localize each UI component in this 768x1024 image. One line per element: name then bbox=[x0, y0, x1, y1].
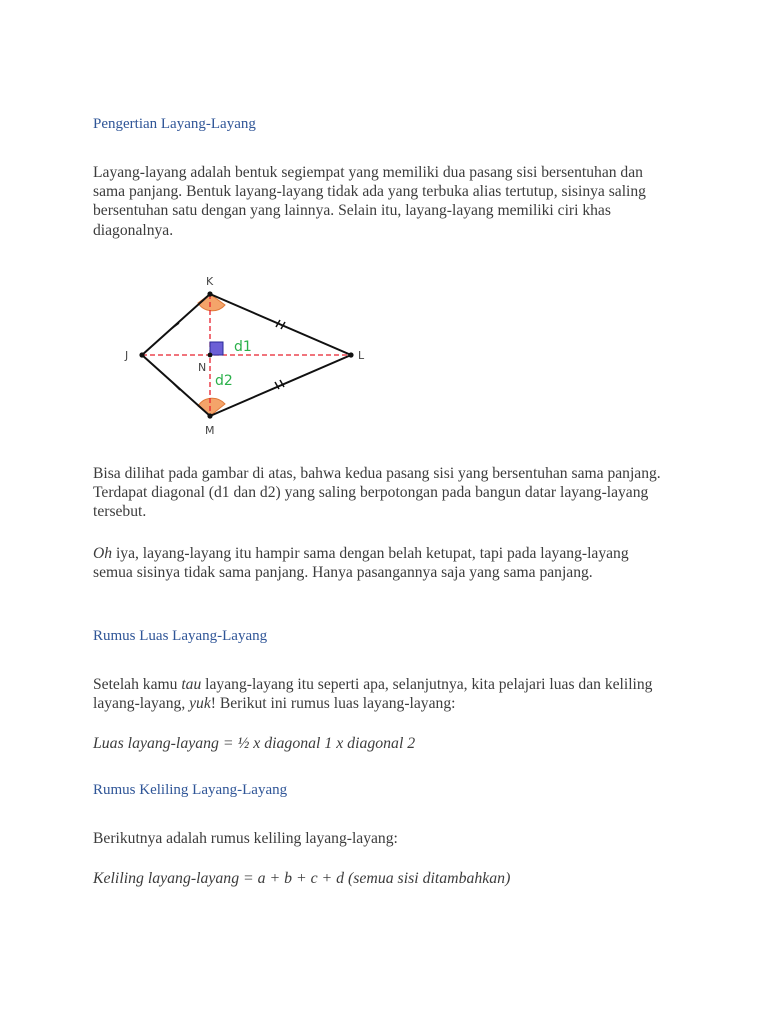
label-k: K bbox=[206, 275, 214, 288]
heading-rumus-luas: Rumus Luas Layang-Layang bbox=[93, 628, 268, 644]
text-segment: Setelah kamu bbox=[93, 676, 182, 693]
italic-yuk: yuk bbox=[189, 695, 211, 713]
italic-oh: Oh bbox=[93, 545, 113, 562]
label-m: M bbox=[205, 424, 215, 437]
paragraph-comparison bbox=[93, 544, 668, 582]
label-d2: d2 bbox=[215, 373, 233, 389]
paragraph-keliling-intro: Berikutnya adalah rumus keliling layang-layang: bbox=[93, 830, 398, 847]
angle-m-arc bbox=[198, 398, 225, 416]
vertex-n bbox=[208, 353, 213, 358]
kite-svg bbox=[121, 268, 381, 443]
heading-rumus-keliling: Rumus Keliling Layang-Layang bbox=[93, 782, 288, 798]
formula-keliling: Keliling layang-layang = a + b + c + d (semua sisi ditambahkan) bbox=[93, 870, 511, 887]
paragraph-luas-intro bbox=[93, 675, 668, 713]
right-angle-marker bbox=[210, 342, 223, 355]
label-d1: d1 bbox=[234, 339, 252, 355]
paragraph-comparison-text: iya, layang-layang itu hampir sama dengan belah ketupat, tapi pada layang-layang semua sisinya tidak sama panjang. Hanya pasangannya saja yang sama panjang. bbox=[93, 545, 629, 582]
heading-pengertian: Pengertian Layang-Layang bbox=[93, 116, 256, 132]
paragraph-definition: Layang-layang adalah bentuk segiempat yang memiliki dua pasang sisi bersentuhan dan sama panjang. Bentuk layang-layang tidak ada yang terbuka alias tertutup, sisinya saling bersentuhan satu dengan yang lainnya. Selain itu, layang-layang memiliki ciri khas diagonalnya. bbox=[93, 164, 646, 239]
vertex-j bbox=[139, 352, 144, 357]
text-segment: ! Berikut ini rumus luas layang-layang: bbox=[210, 695, 456, 713]
paragraph-figure-explanation: Bisa dilihat pada gambar di atas, bahwa kedua pasang sisi yang bersentuhan sama panjang. Terdapat diagonal (d1 dan d2) yang saling berpotongan pada bangun datar layang-layang tersebut. bbox=[93, 465, 661, 521]
formula-luas: Luas layang-layang = ½ x diagonal 1 x diagonal 2 bbox=[93, 735, 416, 752]
vertex-k bbox=[207, 291, 212, 296]
vertex-l bbox=[348, 352, 353, 357]
text-segment: layang-layang itu seperti apa, selanjutnya, kita pelajari luas dan keliling layang-layang, bbox=[93, 676, 653, 713]
label-n: N bbox=[198, 361, 207, 374]
tick-jm bbox=[173, 383, 180, 390]
italic-tau: tau bbox=[181, 676, 202, 693]
label-l: L bbox=[358, 349, 365, 362]
vertex-m bbox=[207, 413, 212, 418]
tick-jk bbox=[171, 323, 179, 329]
kite-diagram bbox=[121, 268, 381, 443]
label-j: J bbox=[125, 349, 129, 362]
